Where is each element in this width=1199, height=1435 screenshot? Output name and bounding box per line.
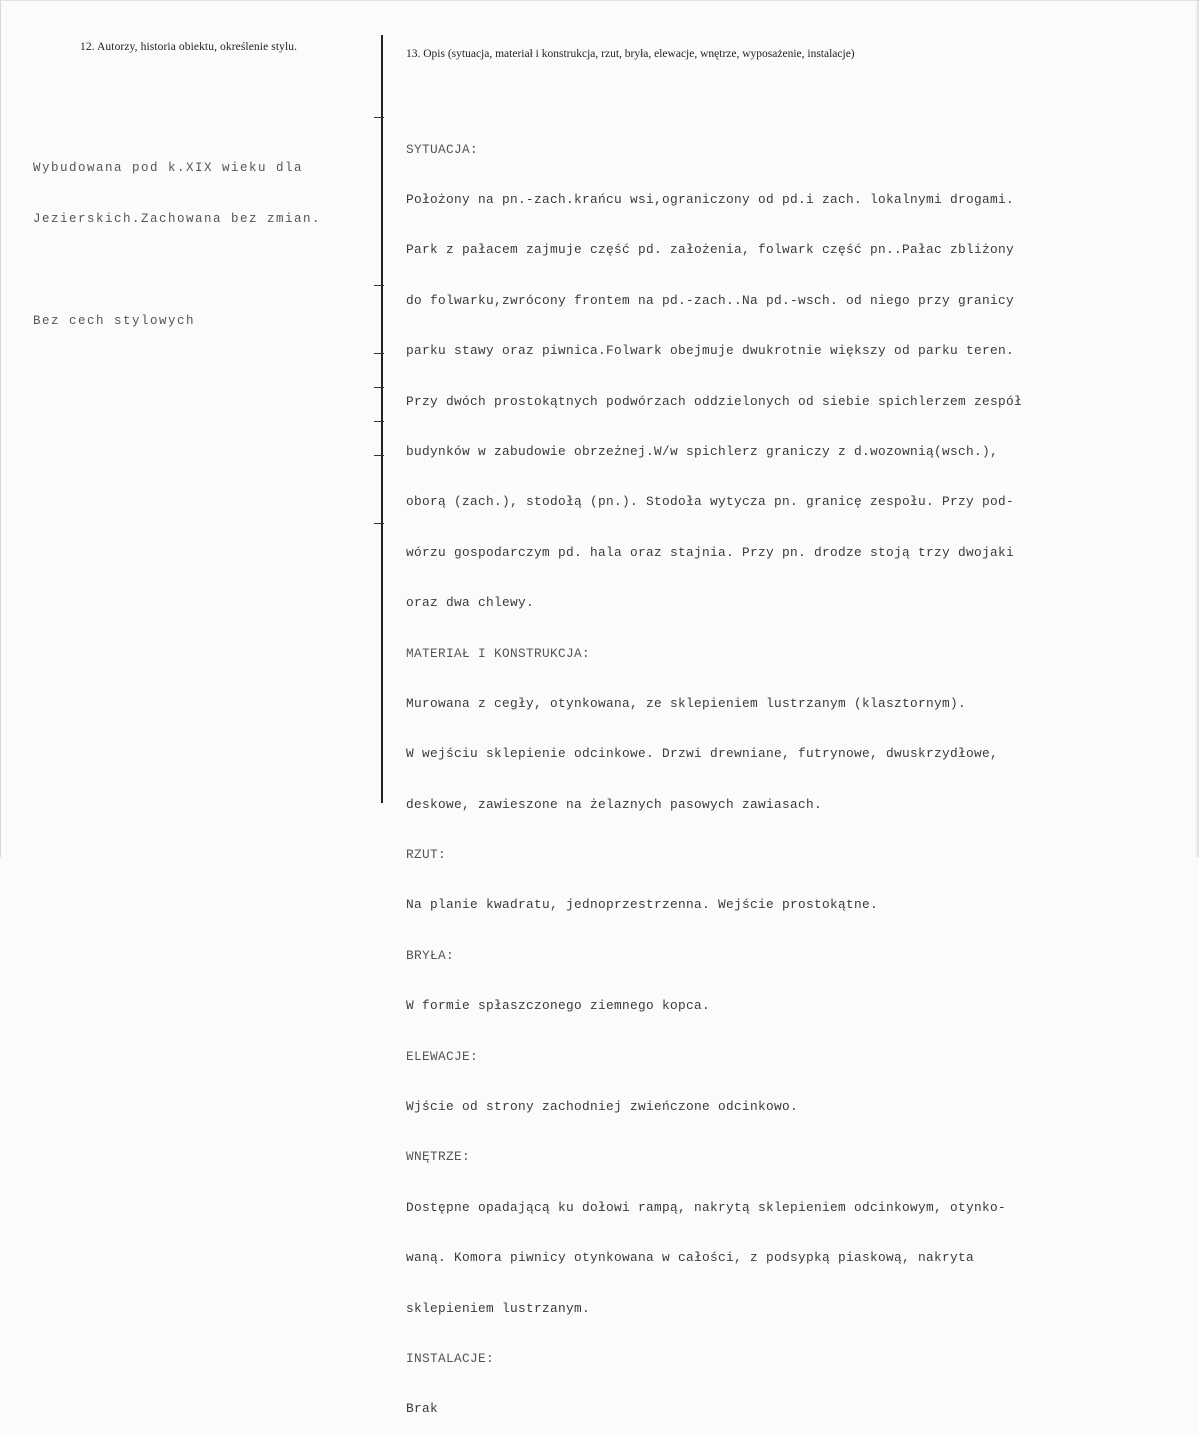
- divider-tick-sytuacja: [374, 117, 384, 118]
- description-line: Położony na pn.-zach.krańcu wsi,ograniczony od pd.i zach. lokalnymi drogami.: [406, 191, 1014, 207]
- description-line: Dostępne opadającą ku dołowi rampą, nakrytą sklepieniem odcinkowym, otynko-: [406, 1199, 1006, 1215]
- description-line: Park z pałacem zajmuje część pd. założenia, folwark część pn..Pałac zbliżony: [406, 242, 1014, 258]
- history-line: Wybudowana pod k.XIX wieku dla: [33, 161, 304, 175]
- divider-tick-rzut: [374, 353, 384, 354]
- divider-tick-elewacje: [374, 421, 384, 422]
- description-line: Na planie kwadratu, jednoprzestrzenna. Wejście prostokątne.: [406, 897, 878, 913]
- history-spacer: [33, 262, 321, 279]
- divider-tick-bryla: [374, 387, 384, 388]
- description-text: [406, 108, 1022, 1435]
- section-label-bryla: BRYŁA:: [406, 947, 454, 963]
- section-label-material: MATERIAŁ I KONSTRUKCJA:: [406, 645, 590, 661]
- section-13-heading: 13. Opis (sytuacja, materiał i konstrukcja, rzut, bryła, elewacje, wnętrze, wyposażenie, instalacje): [406, 48, 855, 60]
- description-line: Przy dwóch prostokątnych podwórzach oddzielonych od siebie spichlerzem zespół: [406, 393, 1022, 409]
- divider-tick-wnetrze: [374, 455, 384, 456]
- description-line: W wejściu sklepienie odcinkowe. Drzwi drewniane, futrynowe, dwuskrzydłowe,: [406, 746, 998, 762]
- history-text: [33, 126, 321, 347]
- description-line: parku stawy oraz piwnica.Folwark obejmuje dwukrotnie większy od parku teren.: [406, 343, 1014, 359]
- section-label-sytuacja: SYTUACJA:: [406, 141, 478, 157]
- divider-tick-instalacje: [374, 523, 384, 524]
- description-line: oborą (zach.), stodołą (pn.). Stodoła wytycza pn. granicę zespołu. Przy pod-: [406, 494, 1014, 510]
- description-line: Wjście od strony zachodniej zwieńczone odcinkowo.: [406, 1099, 798, 1115]
- description-line: wórzu gospodarczym pd. hala oraz stajnia. Przy pn. drodze stoją trzy dwojaki: [406, 544, 1014, 560]
- description-line: budynków w zabudowie obrzeżnej.W/w spichlerz graniczy z d.wozownią(wsch.),: [406, 443, 998, 459]
- section-label-rzut: RZUT:: [406, 847, 446, 863]
- description-line: deskowe, zawieszone na żelaznych pasowych zawiasach.: [406, 796, 822, 812]
- description-line: do folwarku,zwrócony frontem na pd.-zach..Na pd.-wsch. od niego przy granicy: [406, 292, 1014, 308]
- page-edge-shadow: [1195, 0, 1199, 857]
- description-line: sklepieniem lustrzanym.: [406, 1300, 590, 1316]
- description-line: waną. Komora piwnicy otynkowana w całości, z podsypką piaskową, nakryta: [406, 1250, 974, 1266]
- style-note: Bez cech stylowych: [33, 314, 196, 328]
- description-line: Brak: [406, 1401, 438, 1417]
- section-label-wnetrze: WNĘTRZE:: [406, 1149, 470, 1165]
- section-12-heading: 12. Autorzy, historia obiektu, określenie stylu.: [80, 41, 298, 53]
- divider-tick-material: [374, 285, 384, 286]
- history-line: Jezierskich.Zachowana bez zmian.: [33, 212, 322, 226]
- section-label-elewacje: ELEWACJE:: [406, 1048, 478, 1064]
- column-divider: [381, 35, 383, 803]
- description-line: W formie spłaszczonego ziemnego kopca.: [406, 998, 710, 1014]
- section-label-instalacje: INSTALACJE:: [406, 1350, 494, 1366]
- description-line: Murowana z cegły, otynkowana, ze sklepieniem lustrzanym (klasztornym).: [406, 695, 966, 711]
- description-line: oraz dwa chlewy.: [406, 595, 534, 611]
